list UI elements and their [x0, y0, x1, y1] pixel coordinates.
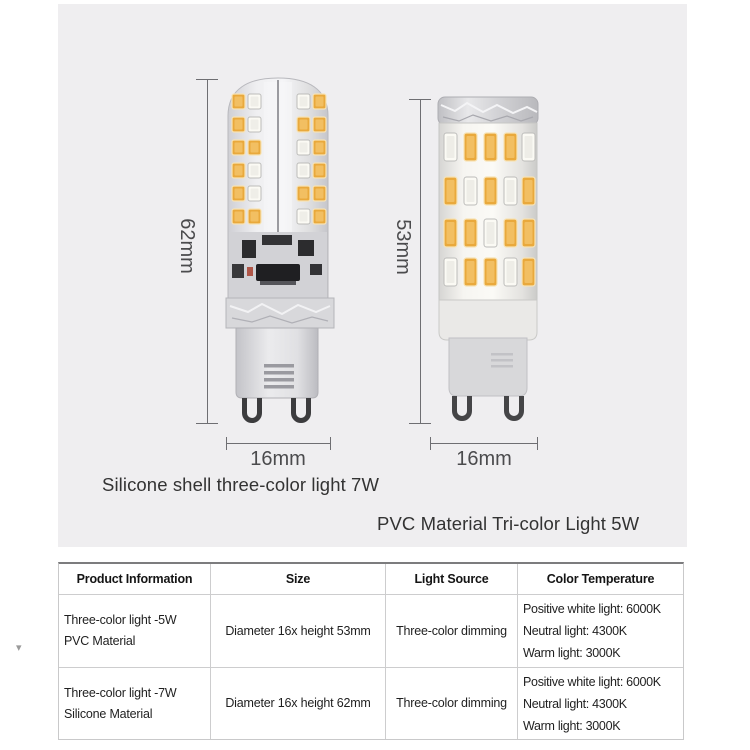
row1-product-cell: [59, 595, 211, 668]
row1-temp-line2: Neutral light: 4300K: [523, 624, 627, 638]
row1-temp-line1: Positive white light: 6000K: [523, 602, 661, 616]
caption-silicone-bulb: Silicone shell three-color light 7W: [102, 474, 380, 495]
row1-light-source-cell: [386, 595, 518, 668]
header-light-source: Light Source: [386, 564, 518, 595]
width-label-left: 16mm: [250, 448, 306, 470]
stray-arrow-mark: ▾: [16, 642, 22, 654]
width-measure-right-tick-b: [537, 437, 538, 450]
row2-size-cell: [211, 668, 386, 739]
row1-product-line2: PVC Material: [64, 634, 136, 648]
width-measure-left-tick-b: [330, 437, 331, 450]
width-label-right: 16mm: [456, 448, 512, 470]
row2-color-temperature-cell: [518, 668, 683, 739]
caption-pvc-bulb: PVC Material Tri-color Light 5W: [377, 513, 640, 534]
height-measure-left-bottom-cap: [196, 423, 218, 424]
height-measure-left-line: [207, 79, 208, 424]
header-product-information: Product Information: [59, 564, 211, 595]
height-label-left: 62mm: [176, 218, 198, 274]
header-size: Size: [211, 564, 386, 595]
pvc-bulb-image: [433, 95, 543, 427]
header-color-temperature: Color Temperature: [518, 564, 683, 595]
row1-temp-line3: Warm light: 3000K: [523, 646, 621, 660]
row1-size-value: Diameter 16x height 53mm: [225, 623, 371, 638]
row2-light-source-cell: [386, 668, 518, 739]
row2-temp-line3: Warm light: 3000K: [523, 718, 621, 733]
silicone-bulb-image: [220, 74, 340, 430]
width-measure-right-line: [430, 443, 537, 444]
row2-product-cell: [59, 668, 211, 739]
row2-product-line1: Three-color light -7W: [64, 685, 177, 700]
height-label-right: 53mm: [392, 219, 414, 275]
row2-temp-line2: Neutral light: 4300K: [523, 696, 627, 711]
spec-table: [58, 562, 684, 740]
row1-size-cell: [211, 595, 386, 668]
row1-product-line1: Three-color light -5W: [64, 613, 177, 627]
height-measure-right-bottom-cap: [409, 423, 431, 424]
height-measure-right-line: [420, 99, 421, 424]
photo-background: [58, 4, 687, 547]
row1-light-source-value: Three-color dimming: [396, 623, 507, 638]
row1-color-temperature-cell: [518, 595, 683, 668]
row2-light-source-value: Three-color dimming: [396, 696, 507, 710]
row2-size-value: Diameter 16x height 62mm: [225, 696, 371, 710]
width-measure-left-line: [226, 443, 330, 444]
row2-temp-line1: Positive white light: 6000K: [523, 674, 661, 689]
row2-product-line2: Silicone Material: [64, 706, 153, 721]
